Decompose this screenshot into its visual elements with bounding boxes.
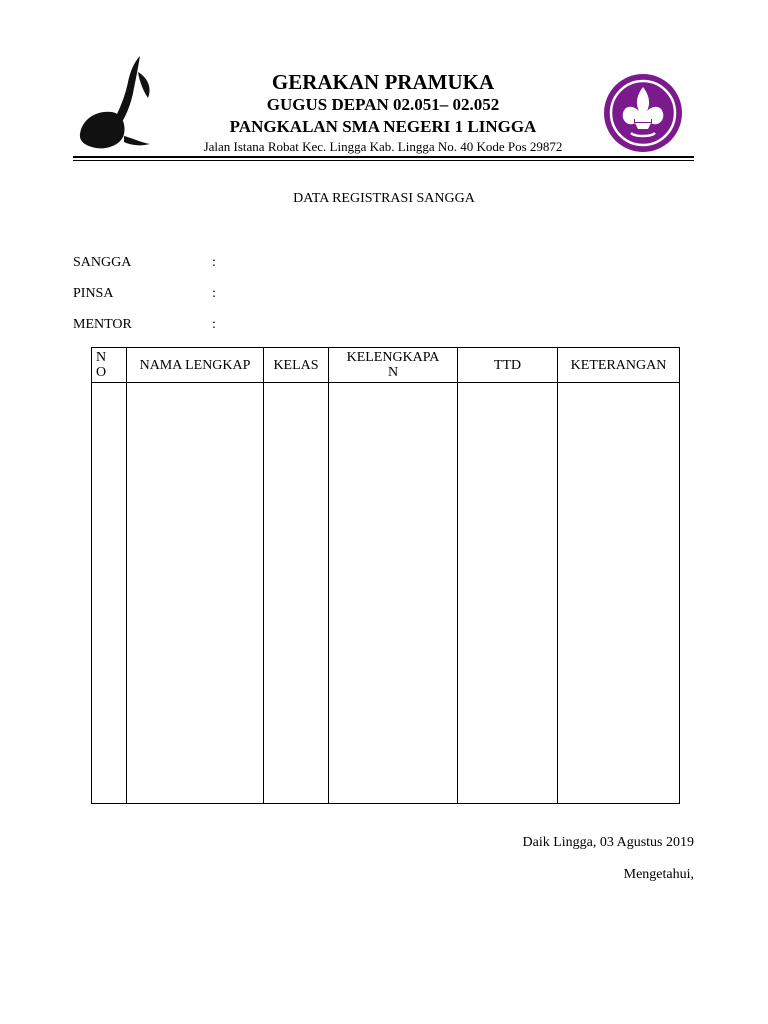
place-date: Daik Lingga, 03 Agustus 2019	[522, 835, 694, 850]
header-divider-thin	[73, 160, 694, 161]
column-header-keterangan: KETERANGAN	[558, 348, 680, 383]
field-label-mentor: MENTOR	[73, 317, 132, 332]
table-cell-nama-lengkap[interactable]	[127, 383, 264, 804]
acknowledged-label: Mengetahui,	[623, 867, 694, 882]
address-line: Jalan Istana Robat Kec. Lingga Kab. Lingga No. 40 Kode Pos 29872	[203, 139, 563, 154]
table-cell-kelas[interactable]	[264, 383, 329, 804]
table-header-row	[92, 348, 680, 383]
table-cell-ttd[interactable]	[458, 383, 558, 804]
document-title: DATA REGISTRASI SANGGA	[293, 191, 475, 206]
table-cell-no[interactable]	[92, 383, 127, 804]
table-cell-keterangan[interactable]	[558, 383, 680, 804]
tunas-kelapa-logo-icon	[78, 54, 158, 152]
header-divider-thick	[73, 156, 694, 158]
table-row	[92, 383, 680, 804]
organization-title: GERAKAN PRAMUKA	[271, 70, 495, 94]
table-cell-kelengkapan[interactable]	[329, 383, 458, 804]
column-header-ttd: TTD	[458, 348, 558, 383]
unit-title: GUGUS DEPAN 02.051– 02.052	[266, 95, 500, 114]
column-header-kelas: KELAS	[264, 348, 329, 383]
field-colon-sangga: :	[212, 255, 216, 270]
column-header-kelengkapan: KELENGKAPA N	[329, 348, 458, 383]
column-header-no: N O	[92, 348, 127, 383]
field-label-sangga: SANGGA	[73, 255, 132, 270]
scout-fleur-de-lis-emblem-icon	[601, 73, 685, 153]
registration-table	[91, 347, 680, 804]
field-colon-pinsa: :	[212, 286, 216, 301]
field-colon-mentor: :	[212, 317, 216, 332]
base-title: PANGKALAN SMA NEGERI 1 LINGGA	[229, 117, 537, 136]
field-label-pinsa: PINSA	[73, 286, 114, 301]
column-header-nama-lengkap: NAMA LENGKAP	[127, 348, 264, 383]
